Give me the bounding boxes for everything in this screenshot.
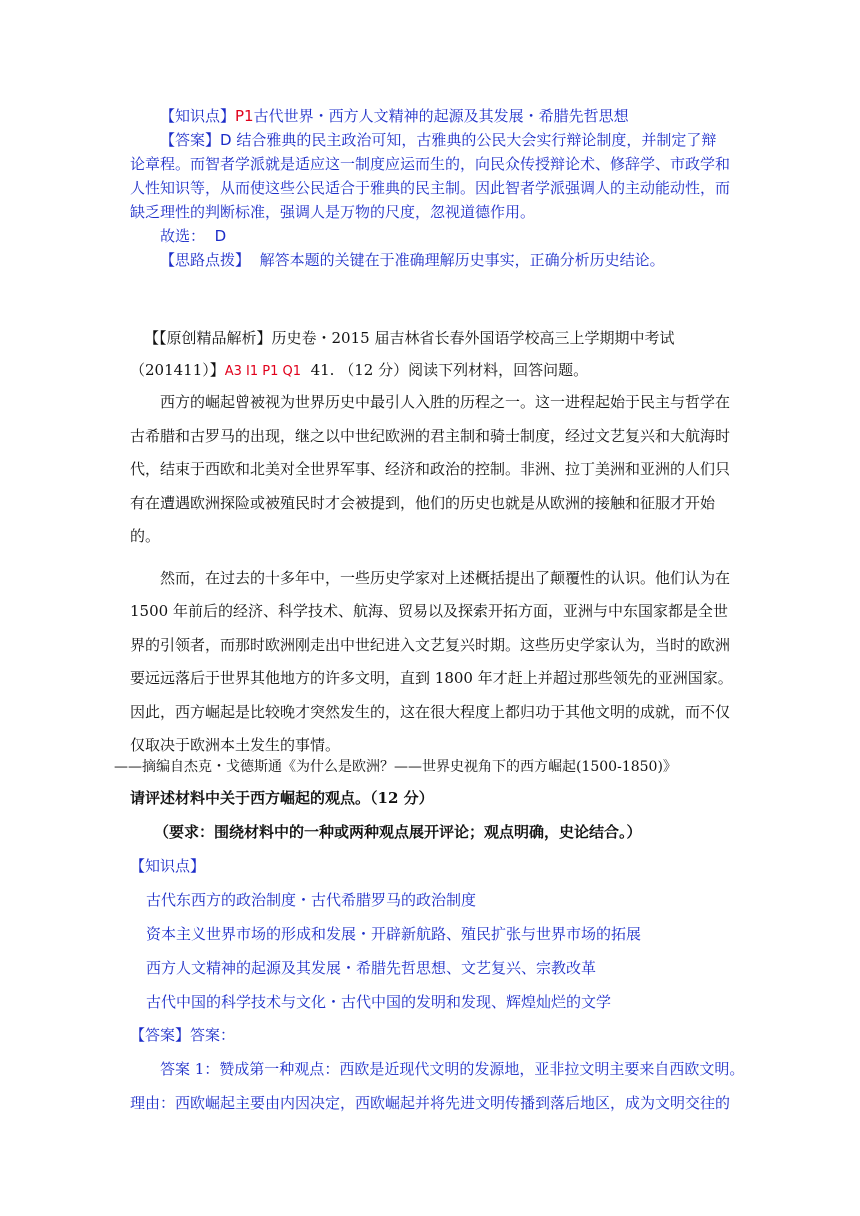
knowledge-item: 古代东西方的政治制度・古代希腊罗马的政治制度 [146, 891, 477, 909]
question-requirement: （要求：围绕材料中的一种或两种观点展开评论；观点明确，史论结合。） [154, 823, 642, 841]
answer-header [130, 1018, 730, 1052]
material-text: 要远远落后于世界其他地方的许多文明，直到 1800 年才赶上并超过那些领先的亚洲国家。 [130, 669, 733, 687]
knowledge-point-text: 古代世界・西方人文精神的起源及其发展・希腊先哲思想 [253, 107, 629, 125]
knowledge-item: 西方人文精神的起源及其发展・希腊先哲思想、文艺复兴、宗教改革 [146, 959, 597, 977]
answer-line [130, 128, 730, 152]
answer-section-label: 【答案】 [130, 1026, 191, 1044]
answer-section [130, 1018, 745, 1120]
answer-label: 【答案】 [160, 131, 221, 149]
material-section [130, 386, 733, 763]
question-prompt: 41. （12 分）阅读下列材料，回答问题。 [310, 361, 589, 379]
knowledge-item: 资本主义世界市场的形成和发展・开辟新航路、殖民扩张与世界市场的拓展 [146, 925, 642, 943]
material-text: 西方的崛起曾被视为世界历史中最引人入胜的历程之一。这一进程起始于民主与哲学在 [160, 393, 731, 411]
tips-line [130, 248, 730, 272]
question-header [130, 322, 730, 388]
question-date: （201411）】 [130, 361, 225, 379]
material-text: 1500 年前后的经济、科学技术、航海、贸易以及探索开拓方面，亚洲与中东国家都是全世 [130, 602, 728, 620]
question-code: A3 I1 P1 Q1 [224, 364, 302, 379]
material-text: 的。 [130, 527, 161, 545]
knowledge-label: 【知识点】 [130, 857, 206, 875]
knowledge-item: 古代中国的科学技术与文化・古代中国的发明和发现、辉煌灿烂的文学 [146, 993, 612, 1011]
answer-text: 论章程。而智者学派就是适应这一制度应运而生的，向民众传授辩论术、修辞学、市政学和 [130, 155, 731, 173]
knowledge-point-label: 【知识点】 [160, 107, 236, 125]
question-ask: 请评述材料中关于西方崛起的观点。（12 分） [130, 789, 434, 807]
answer-letter: D [220, 131, 232, 149]
material-text: 有在遭遇欧洲探险或被殖民时才会被提到，他们的历史也就是从欧洲的接触和征服才开始 [130, 493, 716, 512]
knowledge-point-code: P1 [235, 107, 254, 125]
answer-text: 人性知识等，从而使这些公民适合于雅典的民主制。因此智者学派强调人的主动能动性，而 [130, 179, 731, 197]
knowledge-point-line [130, 104, 730, 128]
answer-line: 理由：西欧崛起主要由内因决定，西欧崛起并将先进文明传播到落后地区，成为文明交往的 [130, 1094, 731, 1112]
answer-line: 答案 1：赞成第一种观点：西欧是近现代文明的发源地，亚非拉文明主要来自西欧文明。 [160, 1060, 745, 1078]
material-text: 然而，在过去的十多年中，一些历史学家对上述概括提出了颠覆性的认识。他们认为在 [160, 568, 731, 587]
answer-section-text: 答案： [190, 1026, 236, 1044]
tips-text: 解答本题的关键在于准确理解历史事实，正确分析历史结论。 [259, 251, 665, 269]
choose-label: 故选： [160, 227, 206, 245]
question-number-line [130, 354, 730, 388]
choose-line [130, 224, 730, 248]
material-text: 界的引领者，而那时欧洲刚走出中世纪进入文艺复兴时期。这些历史学家认为，当时的欧洲 [130, 635, 731, 654]
answer-text: 结合雅典的民主政治可知，古雅典的公民大会实行辩论制度，并制定了辩 [236, 131, 717, 149]
previous-answer-section [130, 104, 730, 272]
choose-value: D [214, 227, 227, 245]
answer-text: 缺乏理性的判断标准，强调人是万物的尺度，忽视道德作用。 [130, 203, 536, 221]
material-text: 古希腊和古罗马的出现，继之以中世纪欧洲的君主制和骑士制度，经过文艺复兴和大航海时 [130, 426, 731, 445]
material-text: 代，结束于西欧和北美对全世界军事、经济和政治的控制。非洲、拉丁美洲和亚洲的人们只 [130, 460, 731, 478]
knowledge-section [130, 849, 730, 1019]
question-footer [114, 753, 730, 849]
material-text: 因此，西方崛起是比较晚才突然发生的，这在很大程度上都归功于其他文明的成就，而不仅 [130, 702, 731, 721]
question-source-line: 【【原创精品解析】历史卷・2015 届吉林省长春外国语学校高三上学期期中考试 [144, 329, 675, 347]
tips-label: 【思路点拨】 [160, 251, 251, 269]
material-text: 仅取决于欧洲本土发生的事情。 [130, 736, 341, 754]
material-source: ——摘编自杰克・戈德斯通《为什么是欧洲？——世界史视角下的西方崛起(1500-1850)》 [114, 759, 677, 775]
